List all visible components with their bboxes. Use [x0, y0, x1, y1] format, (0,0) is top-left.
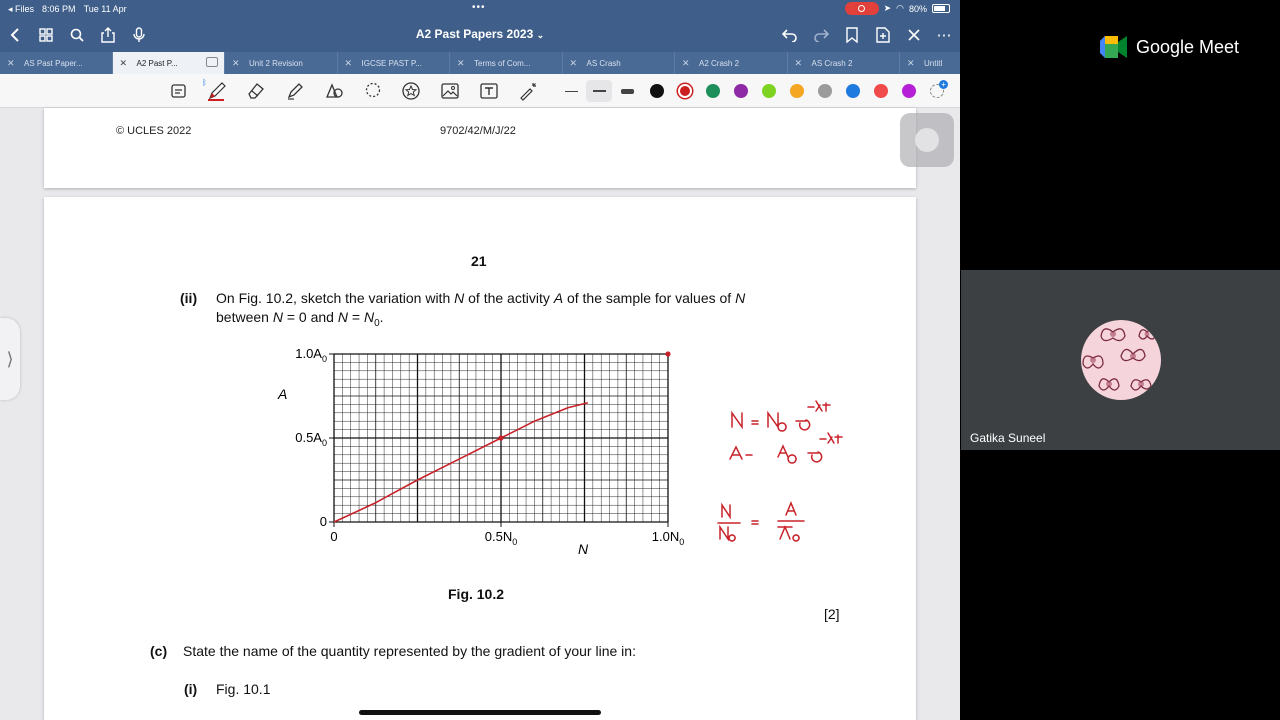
image-icon[interactable] [438, 80, 462, 102]
split-view-icon[interactable] [206, 57, 218, 67]
participant-name: Gatika Suneel [970, 431, 1046, 445]
paper-code-footer: 9702/42/M/J/22 [440, 125, 516, 137]
close-icon[interactable]: ✕ [682, 58, 690, 68]
pen-tool-icon[interactable] [202, 78, 229, 102]
question-ii-line-1: On Fig. 10.2, sketch the variation with N of the activity A of the sample for values of N [216, 290, 746, 306]
question-ii-line-2: between N = 0 and $N = N_0$. [216, 309, 384, 329]
question-c-text: State the name of the quantity represented by the gradient of your line in: [183, 643, 636, 659]
assistive-touch-button[interactable] [900, 113, 954, 167]
pen-medium-option[interactable] [586, 80, 612, 102]
title-bar [0, 18, 960, 52]
shapes-icon[interactable] [322, 80, 346, 102]
figure-10-2-graph[interactable] [270, 343, 770, 563]
home-indicator[interactable] [359, 710, 601, 715]
add-page-icon[interactable] [872, 24, 894, 46]
question-label-ii: (ii) [180, 290, 198, 306]
butterfly-pattern-icon [1081, 320, 1161, 400]
handwritten-point [665, 351, 670, 356]
y-tick-label: $1.0A_0$ [295, 346, 327, 364]
tab-as-crash-2[interactable]: ✕ AS Crash 2 [788, 52, 901, 74]
bookmark-icon[interactable] [841, 24, 863, 46]
close-icon[interactable]: ✕ [907, 58, 915, 68]
copyright-footer: © UCLES 2022 [116, 125, 192, 137]
tab-as-past-paper[interactable]: ✕ AS Past Paper... [0, 52, 113, 74]
handwritten-point [498, 435, 503, 440]
question-i-text: Fig. 10.1 [216, 681, 271, 697]
laser-pointer-icon[interactable] [516, 80, 540, 102]
tab-terms-of-com[interactable]: ✕ Terms of Com... [450, 52, 563, 74]
redo-icon[interactable] [810, 24, 832, 46]
x-tick-label: $1.0N_0$ [651, 529, 685, 547]
participant-avatar [1081, 320, 1161, 400]
tab-as-crash[interactable]: ✕ AS Crash [563, 52, 676, 74]
figure-caption: Fig. 10.2 [448, 586, 505, 602]
x-axis-label: N [578, 541, 589, 557]
pen-thin-option[interactable] [558, 80, 584, 102]
chevron-down-icon: ⌄ [536, 30, 545, 40]
pdf-page-previous [44, 108, 916, 188]
color-swatch-magenta[interactable] [902, 84, 916, 98]
more-options-icon[interactable]: ⋯ [936, 27, 952, 44]
y-tick-label: $0.5A_0$ [295, 430, 327, 448]
marks-label: [2] [824, 606, 840, 622]
screen-record-icon [845, 2, 879, 15]
y-axis-label: A [278, 386, 288, 402]
color-swatch-lime[interactable] [762, 84, 776, 98]
date: Tue 11 Apr [83, 4, 127, 14]
tab-igcse-past-paper[interactable]: ✕ IGCSE PAST P... [338, 52, 451, 74]
x-tick-label: $0.5N_0$ [484, 529, 518, 547]
close-icon[interactable]: ✕ [794, 58, 803, 68]
handwritten-sketch-line [334, 403, 588, 522]
close-icon[interactable]: ✕ [232, 58, 240, 68]
close-icon[interactable]: ✕ [7, 58, 15, 68]
status-bar [0, 0, 960, 18]
close-icon[interactable]: ✕ [457, 58, 465, 68]
add-color-icon[interactable]: + [930, 84, 944, 98]
wifi-icon: ◠ [896, 3, 904, 13]
close-icon[interactable]: ✕ [569, 58, 578, 68]
close-icon[interactable]: ✕ [344, 58, 353, 68]
color-swatch-green[interactable] [706, 84, 720, 98]
location-icon: ➤ [883, 3, 892, 13]
x-tick-label: 0 [330, 529, 338, 544]
tab-bar [0, 52, 960, 74]
page-number: 21 [471, 253, 487, 269]
y-tick-label: 0 [319, 514, 327, 529]
question-label-c: (c) [150, 643, 168, 659]
color-swatch-blue[interactable] [846, 84, 860, 98]
tab-untitled[interactable]: ✕ Untitl [907, 58, 943, 68]
color-swatch-gray[interactable] [818, 84, 832, 98]
eraser-icon[interactable] [244, 80, 268, 102]
undo-icon[interactable] [779, 24, 801, 46]
brand-name: Google Meet [1136, 36, 1240, 57]
color-swatch-orange[interactable] [790, 84, 804, 98]
bluetooth-icon: ᛒ [202, 78, 207, 87]
pen-thick-option[interactable] [614, 80, 640, 102]
text-box-icon[interactable] [477, 80, 501, 102]
google-meet-logo [1100, 36, 1239, 58]
lasso-read-icon[interactable] [167, 80, 191, 102]
google-meet-icon [1100, 36, 1128, 58]
participant-tile[interactable] [961, 270, 1280, 450]
drawing-toolbar [0, 74, 960, 108]
document-title: A2 Past Papers 2023 [415, 27, 534, 41]
sidebar-toggle-handle[interactable] [0, 318, 20, 400]
color-swatch-coral[interactable] [874, 84, 888, 98]
sticker-icon[interactable] [399, 80, 423, 102]
clock-time: 8:06 PM [42, 4, 76, 14]
tab-a2-past-papers[interactable]: ✕ A2 Past P... [113, 52, 226, 74]
question-label-i: (i) [184, 681, 198, 697]
lasso-icon[interactable] [361, 80, 385, 102]
pdf-page-21[interactable] [44, 197, 916, 720]
tab-a2-crash-2[interactable]: ✕ A2 Crash 2 [675, 52, 788, 74]
color-swatch-red-selected[interactable] [678, 84, 692, 98]
highlighter-icon[interactable] [283, 80, 307, 102]
color-swatch-purple[interactable] [734, 84, 748, 98]
tab-unit-2-revision[interactable]: ✕ Unit 2 Revision [225, 52, 338, 74]
chevron-right-icon: ⟩ [6, 348, 14, 369]
battery-icon [932, 4, 950, 13]
back-to-files-link[interactable]: ◂ Files [8, 3, 35, 14]
color-swatch-black[interactable] [650, 84, 664, 98]
multitask-dots-icon[interactable]: ••• [472, 2, 486, 13]
handwritten-notes [716, 393, 886, 563]
close-tools-icon[interactable] [903, 24, 925, 46]
close-icon[interactable]: ✕ [119, 58, 128, 68]
battery-percent: 80% [908, 3, 927, 14]
